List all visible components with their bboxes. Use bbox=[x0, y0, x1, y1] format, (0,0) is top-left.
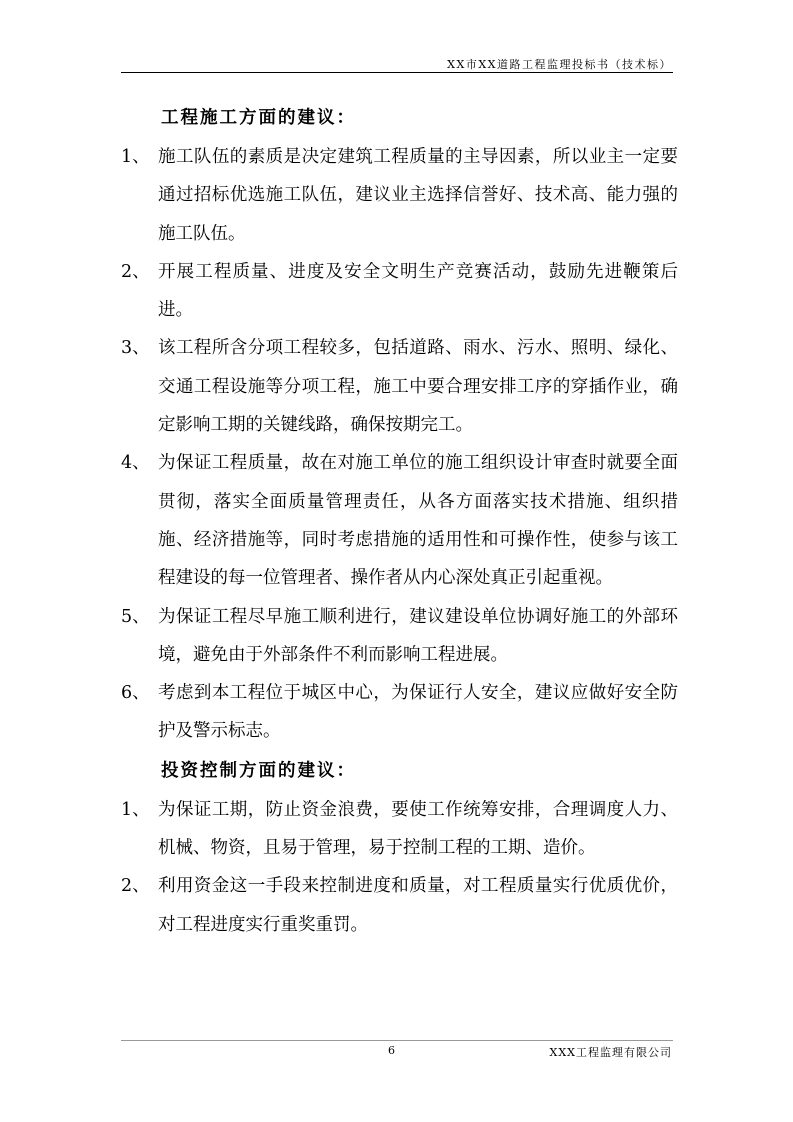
list-item bbox=[121, 674, 681, 751]
header-divider bbox=[121, 72, 673, 73]
list-item-text: 为保证工程尽早施工顺利进行，建议建设单位协调好施工的外部环境，避免由于外部条件不利而影响工程进展。 bbox=[158, 606, 678, 665]
list-item bbox=[121, 329, 681, 444]
list-item bbox=[121, 444, 681, 597]
section-title-construction: 工程施工方面的建议： bbox=[161, 108, 356, 128]
list-item-number: 4、 bbox=[121, 453, 150, 474]
list-item-number: 1、 bbox=[121, 147, 150, 167]
document-body bbox=[121, 98, 681, 944]
list-item-number: 2、 bbox=[121, 876, 150, 897]
list-item bbox=[121, 791, 681, 868]
list-item-text: 利用资金这一手段来控制进度和质量，对工程质量实行优质优价，对工程进度实行重奖重罚。 bbox=[158, 876, 678, 935]
list-item-number: 3、 bbox=[121, 338, 150, 359]
list-item-number: 2、 bbox=[121, 261, 150, 282]
list-item-number: 1、 bbox=[121, 799, 150, 820]
list-item bbox=[121, 138, 681, 253]
list-item-number: 6、 bbox=[121, 683, 150, 704]
list-item bbox=[121, 598, 681, 675]
list-item-text: 考虑到本工程位于城区中心，为保证行人安全，建议应做好安全防护及警示标志。 bbox=[158, 683, 678, 742]
list-item-text: 为保证工程质量，故在对施工单位的施工组织设计审查时就要全面贯彻，落实全面质量管理责任，从各方面落实技术措施、组织措施、经济措施等，同时考虑措施的适用性和可操作性，使参与该工程建设的每一位管理者、操作者从内心深处真正引起重视。 bbox=[158, 453, 678, 589]
footer-company-name: XXX工程监理有限公司 bbox=[549, 1046, 672, 1059]
section-title-investment: 投资控制方面的建议： bbox=[161, 760, 356, 781]
list-item bbox=[121, 253, 681, 330]
list-item-text: 为保证工期，防止资金浪费，要使工作统筹安排，合理调度人力、机械、物资，且易于管理，易于控制工程的工期、造价。 bbox=[158, 799, 678, 859]
list-item bbox=[121, 867, 681, 944]
page-header-title: XX市XX道路工程监理投标书（技术标） bbox=[447, 58, 672, 71]
page-number: 6 bbox=[388, 1044, 395, 1057]
list-item-text: 施工队伍的素质是决定建筑工程质量的主导因素，所以业主一定要通过招标优选施工队伍，建议业主选择信誉好、技术高、能力强的施工队伍。 bbox=[158, 147, 678, 244]
list-item-text: 开展工程质量、进度及安全文明生产竞赛活动，鼓励先进鞭策后进。 bbox=[158, 261, 678, 321]
list-item-text: 该工程所含分项工程较多，包括道路、雨水、污水、照明、绿化、交通工程设施等分项工程，施工中要合理安排工序的穿插作业，确定影响工期的关键线路，确保按期完工。 bbox=[158, 338, 678, 436]
footer-divider bbox=[121, 1040, 673, 1041]
list-item-number: 5、 bbox=[121, 606, 150, 627]
